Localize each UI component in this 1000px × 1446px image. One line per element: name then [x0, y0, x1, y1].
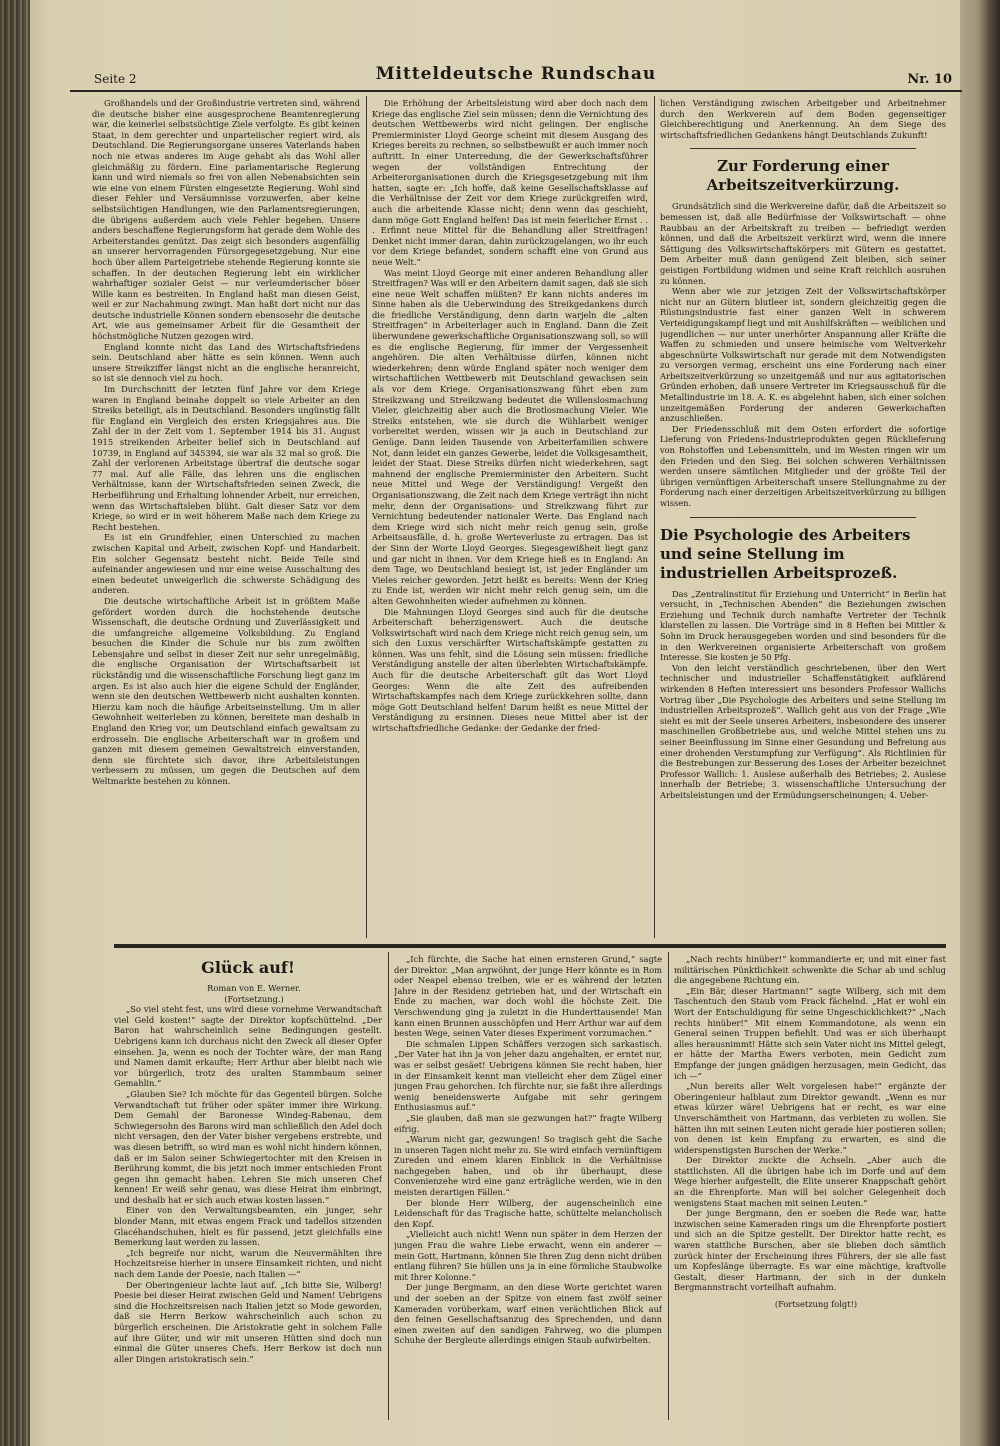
column-1-text [92, 98, 360, 787]
to-be-continued-note: (Fortsetzung folgt!) [774, 1299, 858, 1309]
paragraph: „So viel steht fest, uns wird diese vornehme Verwandtschaft viel Geld kosten!“ sagte der Direktor kopfschüttelnd. „Der Baron hat wahrscheinlich seine Bedingungen gestellt. Uebrigens kann ich durchaus nicht den Zweck all dieser Opfer einsehen. Ja, wenn es noch der Tochter wäre, der man Rang und Namen damit erkaufte; Herr Arthur aber bleibt nach wie vor bürgerlich, trotz des uralten Stammbaum seiner Gemahlin.“ [114, 1004, 382, 1089]
article-headline-working-hours: Zur Forderung einer Arbeitszeitverkürzung. [706, 157, 900, 195]
paragraph: Der junge Bergmann, den er soeben die Rede war, hatte inzwischen seine Kameraden rings um die Ehrenpforte postiert und sich an die Spitze gestellt. Der Direktor hatte recht, es waren stattliche Burschen, aber sie blieben doch sämtlich zurück hinter der Erscheinung ihres Führers, der sie alle fast um Kopfeslänge überragte. Es war eine mächtige, kraftvolle Gestalt, dieser Hartmann, der sich in der dunkeln Bergmannstracht vorteilhaft aufnahm. [674, 1208, 946, 1293]
paragraph: Im Durchschnitt der letzten fünf Jahre vor dem Kriege waren in England beinahe doppelt so viele Arbeiter an den Streiks beteiligt, als in Deutschland. Besonders ungünstig fällt für England ein Vergleich des ersten Kriegsjahres aus. Die Zahl der in der Zeit vom 1. September 1914 bis 31. August 1915 streikenden Arbeiter belief sich in Deutschland auf 10739, in England auf 345394, sie war als 32 mal so groß. Die Zahl der verlorenen Arbeitstage übertraf die deutsche sogar 77 mal. Auf alle Fälle, das lehren uns die englischen Verhältnisse, kann der Wirtschaftsfrieden seinen Zweck, die Herbeiführung und Erhaltung lohnender Arbeit, nur erreichen, wenn das Wirtschaftsleben blüht. Galt dieser Satz vor dem Kriege, so wird er in weit höherem Maße nach dem Kriege zu Recht bestehen. [92, 384, 360, 532]
column-divider [668, 952, 669, 1420]
paragraph: „Nach rechts hinüber!“ kommandierte er, und mit einer fast militärischen Pünktlichkeit schwenkte die Schar ab und schlug die angegebene Richtung ein. [674, 954, 946, 986]
column-divider [388, 952, 389, 1420]
novel-byline: Roman von E. Werner. [207, 983, 301, 993]
column-3-intro: lichen Verständigung zwischen Arbeitgeber und Arbeitnehmer durch den Werkverein auf dem Boden gegenseitiger Gleichberechtigung und Anerkennung. An dem Siege des wirtschaftsfriedlichen Gedankens hängt Deutschlands Zukunft! [660, 98, 946, 140]
page-header [70, 62, 962, 92]
novel-text-3 [674, 954, 946, 1293]
novel-title: Glück auf! [201, 958, 295, 977]
novel-column-2 [394, 954, 662, 1416]
paragraph: „Ich begreife nur nicht, warum die Neuvermählten ihre Hochzeitsreise hierher in unsere Einsamkeit richten, und nicht nach dem Lande der Poesie, nach Italien —“ [114, 1247, 382, 1280]
article-separator [690, 517, 916, 518]
paragraph: Der Friedensschluß mit dem Osten erfordert die sofortige Lieferung von Friedens-Industrieprodukten gegen Rücklieferung von Rohstoffen und Lebensmitteln, und im Westen ringen wir um den Frieden und den Sieg. Bei solchen schweren Verhältnissen werden unsere sämtlichen Mitglieder und der größte Teil der übrigen vernünftigen Arbeiterschaft unsere Stellungnahme zu der Forderung nach einer derzeitigen Arbeitszeitverkürzung zu billigen wissen. [660, 423, 946, 508]
paragraph: Die Erhöhung der Arbeitsleistung wird aber doch nach dem Kriege das englische Ziel sein müssen; denn die Vernichtung des deutschen Wettbewerbs wird nicht gelingen. Der englische Premierminister Lloyd George scheint mit diesem Ausgang des Krieges bereits zu rechnen, so selbstbewußt er auch immer noch auftritt. In einer Unterredung, die der Gewerkschaftsführer wegen der vollständigen Entrechtung der Arbeiterorganisationen durch die Kriegsgesetzgebung mit ihm hatten, sagte er: „Ich hoffe, daß keine Gesellschaftsklasse auf die Verhältnisse der Zeit vor dem Kriege zurückgreifen wird, auch die arbeitende Klasse nicht; denn wenn das geschieht, dann möge Gott England helfen! Das ist mein feierlicher Ernst . . . Erfinnt neue Mittel für die Behandlung aller Streitfragen! Denket nicht immer daran, dahin zurückzugelangen, wo ihr euch vor dem Kriege befandet, sondern schafft eine von Grund aus neue Welt.“ [372, 98, 648, 267]
issue-number: Nr. 10 [907, 72, 952, 87]
column-divider [366, 96, 367, 938]
paragraph: „Sie glauben, daß man sie gezwungen hat?“ fragte Wilberg eifrig. [394, 1112, 662, 1134]
paragraph: England konnte nicht das Land des Wirtschaftsfriedens sein. Deutschland aber hätte es sein können. Wenn auch unsere Streikziffer längst nicht an die englische heranreicht, so ist sie dennoch viel zu hoch. [92, 341, 360, 384]
paragraph: Von den leicht verständlich geschriebenen, über den Wert technischer und industrieller Schaffenstätigkeit aufklärend wirkenden 8 Heften interessiert uns besonders Professor Wallichs Vortrag über „Die Psychologie des Arbeiters und seine Stellung im industriellen Arbeitsprozeß“. Wallich geht aus von der Frage „Wie sieht es mit der Seele unseres Arbeiters, insbesondere des unserer maschinellen Großbetriebe aus, und welche Mittel stehen uns zu seiner Beeinflussung im Sinne einer Gesundung und Befreiung aus einer drohenden Verstumpfung zur Verfügung“. Als Richtlinien für die Bestrebungen zur Besserung des Loses der Arbeiter bezeichnet Professor Wallich: 1. Auslese außerhalb des Betriebes; 2. Auslese innerhalb der Betriebe; 3. wissenschaftliche Untersuchung der Arbeitsleistungen und der Ermüdungserscheinungen; 4. Ueber- [660, 662, 946, 800]
column-divider [654, 96, 655, 938]
article-text-working-hours [660, 201, 946, 508]
novel-column-1 [114, 954, 382, 1416]
paragraph: Grundsätzlich sind die Werkvereine dafür, daß die Arbeitszeit so bemessen ist, daß alle Bedürfnisse der Volkswirtschaft — ohne Raubbau an der Arbeitskraft zu treiben — befriedigt werden können, und daß die Arbeitszeit verkürzt wird, wenn die innere Sättigung des Volkswirtschaftskörpers mit Gütern es gestattet. Dem Arbeiter muß dann genügend Zeit bleiben, sich seiner geistigen Fortbildung widmen und seine Kraft reichlich ausruhen zu können. [660, 201, 946, 286]
paragraph: Großhandels und der Großindustrie vertreten sind, während die deutsche bisher eine ausgesprochene Beamtenregierung war, die keinerlei selbstsüchtige Ziele verfolgte. Es gibt keinen Staat, in dem gerechter und unparteiischer regiert wird, als Deutschland. Die Regierungsorgane unseres Vaterlands haben noch nie etwas anderes im Auge gehabt als das Wohl aller gleichmäßig zu fördern. Eine parlamentarische Regierung kann und wird niemals so frei von allen Nebenabsichten sein wie eine von einem Fürsten eingesetzte Regierung. Wohl sind dieser Fehler und Versäumnisse vorzuwerfen, aber keine selbstsüchtigen Handlungen, wie den Parlamentsregierungen, die übrigens außerdem auch viele Fehler begehen. Unsere anders beschaffene Regierungsform hat gerade dem Wohle des Arbeiterstandes genützt. Das zeigt sich besonders augenfällig an unserer hervorragenden Fürsorgegesetzgebung. Nur eine hoch über allem Parteigetriebe stehende Regierung konnte sie schaffen. In der deutschen Regierung lebt ein wirklicher wahrhaftiger sozialer Geist — nur verleumderischer böser Wille kann es bestreiten. In England haßt man diesen Geist, weil er zur Nachahmung zwingt. Man haßt dort nicht nur das deutsche industrielle Können sondern ebensosehr die deutsche Art, wie aus gemeinsamer Arbeit für die Gesamtheit der höchstmögliche Nutzen gezogen wird. [92, 98, 360, 342]
paragraph: Der junge Bergmann, an den diese Worte gerichtet waren und der soeben an der Spitze von einem fast zwölf seiner Kameraden vorüberkam, warf einen verächtlichen Blick auf den feinen Gesellschaftsanzug des Sprechenden, und dann einen zweiten auf den sandigen Fahrweg, wo die plumpen Schuhe der Bergleute allerdings einigen Staub aufwirbelten. [394, 1282, 662, 1346]
paragraph: „Ein Bär, dieser Hartmann!“ sagte Wilberg, sich mit dem Taschentuch den Staub vom Frack fächelnd. „Hat er wohl ein Wort der Entschuldigung für seine Ungeschicklichkeit?“ „Nach rechts hinüber!“ Mit einem Kommandotone, als wenn ein General seinen Truppen befiehlt. Und was er sich überhaupt alles herausnimmt! Hätte sich sein Vater nicht ins Mittel gelegt, er hätte der Martha Ewers verboten, mein Gedicht zum Empfange der jungen gnädigen herzusagen, mein Gedicht, das ich —“ [674, 985, 946, 1081]
paragraph: Einer von den Verwaltungsbeamten, ein junger, sehr blonder Mann, mit etwas engem Frack und tadellos sitzenden Glacéhandschuhen, hielt es für passend, jetzt gleichfalls eine Bemerkung laut werden zu lassen. [114, 1205, 382, 1248]
paragraph: Wenn aber wie zur jetzigen Zeit der Volkswirtschaftskörper nicht nur an Gütern blutleer ist, sondern gleichzeitig gegen die Rüstungsindustrie fast einer ganzen Welt in schwerem Verteidigungskampf liegt und mit Aushilfskräften — weiblichen und jugendlichen — nur unter unerhörter Anspannung aller Kräfte die Waffen zu schmieden und unsere heimische vom Weltverkehr abgeschnürte Volkswirtschaft nur gerade mit dem Notwendigsten zu versorgen vermag, erscheint uns eine Forderung nach einer Arbeitszeitverkürzung so unzeitgemäß und nur aus agitatorischen Gründen erhoben, daß unsere Vertreter im Kriegsausschuß für die Metallindustrie im 18. A. K. es abgelehnt haben, sich einer solchen unzeitgemäßen Forderung der anderen Gewerkschaften anzuschließen. [660, 286, 946, 424]
novel-text-1 [114, 1004, 382, 1364]
column-2 [372, 98, 648, 936]
novel-text-2 [394, 954, 662, 1346]
paragraph: „Vielleicht auch nicht! Wenn nun später in dem Herzen der jungen Frau die wahre Liebe erwacht, wenn ein anderer — mein Gott, Hartmann, können Sie Ihren Zug denn nicht drüben entlang führen? Sie hüllen uns ja in eine förmliche Staubwolke mit Ihrer Kolonne.“ [394, 1229, 662, 1282]
paragraph: Der Oberingenieur lachte laut auf. „Ich bitte Sie, Wilberg! Poesie bei dieser Heirat zwischen Geld und Namen! Uebrigens sind die Hochzeitsreisen nach Italien jetzt so Mode geworden, daß sie Herrn Berkow wahrscheinlich auch schon zu bürgerlich erscheinen. Die Aristokratie geht in solchem Falle auf ihre Güter, und wir mit unseren Hütten sind doch nun einmal die Güter unseres Chefs. Herr Berkow ist doch nun aller Dingen aristokratisch sein.“ [114, 1279, 382, 1364]
page-number-label: Seite 2 [94, 72, 137, 86]
paragraph: Die Mahnungen Lloyd Georges sind auch für die deutsche Arbeiterschaft beherzigenswert. Auch die deutsche Volkswirtschaft wird nach dem Kriege nicht reich genug sein, um sich den Luxus verschärfter Wirtschaftskämpfe gestatten zu können. Was uns fehlt, sind die Lösung sein müssen: friedliche Verständigung anstelle der alten überlebten Wirtschaftskämpfe. Auch für die deutsche Arbeiterschaft gilt das Wort Lloyd Georges: Wenn die alte Zeit des aufreibenden Wirtschaftskampfes nach dem Kriege zurückkehren sollte, dann möge Gott Deutschland helfen! Darum heißt es neue Mittel der Verständigung zu ersinnen. Dieses neue Mittel aber ist der wirtschaftsfriedliche Gedanke: der Gedanke der fried- [372, 606, 648, 734]
paragraph: Die deutsche wirtschaftliche Arbeit ist in größtem Maße gefördert worden durch die hochstehende deutsche Wissenschaft, die deutsche Ordnung und Zuverlässigkeit und die umfangreiche allgemeine Volksbildung. Zu England besuchen die Kinder die Schule nur bis zum zwölften Lebensjahre und selbst in dieser Zeit nur sehr unregelmäßig, die englische Organisation der Wirtschaftsarbeit ist rückständig und die wissenschaftliche Forschung liegt ganz im argen. Es ist also auch hier die eigene Schuld der Engländer, wenn sie den deutschen Wettbewerb nicht aushalten konnten. Hierzu kam noch die häufige Arbeitseinstellung. Um in aller Gewohnheit weiterleben zu können, bereitete man deshalb in England den Krieg vor, um Deutschland einfach gewaltsam zu erdrosseln. Die englische Arbeiterschaft war in großem und ganzen mit diesem gemeinen Gewaltstreich einverstanden, denn sie fürchtete sich davor, ihre Arbeitsleistungen verbessern zu müssen, um gegen die Deutschen auf dem Weltmarkte bestehen zu können. [92, 595, 360, 786]
column-3 [660, 98, 946, 936]
column-2-text [372, 98, 648, 734]
paragraph: „Warum nicht gar, gezwungen! So tragisch geht die Sache in unseren Tagen nicht mehr zu. Sie wird einfach vernünftigem Zureden und einem klaren Einblick in die Verhältnisse nachgegeben haben, und ob ihr überhaupt, diese Convenienzehe wird eine ganz erträgliche werden, wie in den meisten derartigen Fällen.“ [394, 1134, 662, 1198]
feuilleton-rule [114, 944, 946, 948]
page-edge-shadow [960, 0, 1000, 1446]
paragraph: „Glauben Sie? Ich möchte für das Gegenteil bürgen. Solche Verwandtschaft tut früher oder später immer ihre Wirkung. Dem Gemahl der Baronesse Windeg-Rabenau, dem Schwiegersohn des Barons wird man schließlich den Adel doch nicht versagen, den der Vater bisher vergebens erstrebte, und was diesen betrifft, so wird man es wohl nicht hindern können, daß er im Salon seiner Schwiegertochter mit den Kreisen in Berührung kommt, die bis jetzt noch immer entschieden Front gegen ihn gemacht haben. Lehren Sie mich unseren Chef kennen! Er weiß sehr genau, was diese Heirat ihm einbringt, und deshalb hat er sich auch etwas kosten lassen.“ [114, 1088, 382, 1205]
paragraph: Die schmalen Lippen Schäffers verzogen sich sarkastisch. „Der Vater hat ihn ja von jeher dazu angehalten, er erntet nur, was er selbst gesäet! Uebrigens können Sie recht haben, hier in der Einsamkeit kennt man vielleicht eher dem Zügel einer jungen Frau gehorchen. Ich fürchte nur, sie faßt ihre allerdings wenig beneidenswerte Aufgabe mit sehr geringem Enthusiasmus auf.“ [394, 1038, 662, 1113]
column-1 [92, 98, 360, 936]
novel-column-3 [674, 954, 946, 1416]
article-headline-psychology: Die Psychologie des Arbeiters und seine Stellung im industriellen Arbeitsprozeß. [660, 525, 911, 582]
paragraph: Das „Zentralinstitut für Erziehung und Unterricht“ in Berlin hat versucht, in „Technischen Abenden“ die Beziehungen zwischen Erziehung und Technik durch namhafte Vertreter der Technik klarstellen zu lassen. Die Vorträge sind in 8 Heften bei Mittler & Sohn im Druck herausgegeben worden und sind besonders für die in den Werkvereinen organisierte Arbeiterschaft von großem Interesse. Sie kosten je 50 Pfg. [660, 588, 946, 663]
book-binding-edge [0, 0, 30, 1446]
masthead-title: Mitteldeutsche Rundschau [375, 64, 657, 84]
paragraph: Der Direktor zuckte die Achseln. „Aber auch die stattlichsten. All die übrigen habe ich im Dorfe und auf dem Wege hierher aufgestellt, die Elite unserer Knappschaft gehört an die Ehrenpforte. Man will bei solcher Gelegenheit doch wenigstens Staat machen mit seinen Leuten.“ [674, 1155, 946, 1208]
paragraph: Was meint Lloyd George mit einer anderen Behandlung aller Streitfragen? Was will er den Arbeitern damit sagen, daß sie sich eine neue Welt schaffen müßten? Er kann nichts anderes im Sinne haben als die Ueberwindung des Streikgedankens durch die friedliche Verständigung, denn darin warjeln die „alten Streitfragen“ in Arbeiterlager auch in England. Dann die Zeit überwundene gewerkschaftliche Organisationszwang soll, so will es die englische Regierung, für immer der Vergessenheit angehören. Die alten Verhältnisse dürfen, können nicht wiederkehren; denn würde England später noch weniger dem wirtschaftlichen Wettbewerb mit Deutschland gewachsen sein als vor dem Kriege. Organisationszwang führt eben zum Streikzwang und Streikzwang bedeutet die Willenslosmachung Vieler, gleichzeitig aber auch die Brotlosmachung Vieler. Wie Streiks entstehen, wie sie durch die Wühlarbeit weniger vorbereitet werden, wissen wir ja auch in Deutschland zur Genüge. Dann leiden Tausende von Arbeiterfamilien schwere Not, dann leidet ein ganzes Gewerbe, leidet die Volksgesamtheit, leidet der Staat. Diese Streiks dürfen nicht wiederkehren, sagt mahnend der englische Premierminister den Arbeitern. Sucht neue Mittel und Wege der Verständigung! Vergeßt den Organisationszwang, die Zeit nach dem Kriege verträgt ihn nicht mehr, denn der Organisations- und Streikzwang führt zur Vernichtung bedeutender nationaler Werte. Das England nach dem Kriege wird sich nicht mehr reich genug sein, große Arbeitsausfälle, d. h. große Werteverluste zu ertragen. Das ist der Sinn der Worte Lloyd Georges. Siegesgewißheit liegt ganz und gar nicht in ihnen. Vor dem Kriege hieß es in England: An dem Tage, wo Deutschland besiegt ist, ist jeder Engländer um Vieles reicher geworden. Jetzt heißt es bereits: Wenn der Krieg zu Ende ist, werden wir nicht mehr reich genug sein, um die alten Gewohnheiten wieder aufnehmen zu können. [372, 267, 648, 606]
paragraph: „Nun bereits aller Welt vorgelesen habe!“ ergänzte der Oberingenieur halblaut zum Direktor gewandt. „Wenn es nur etwas kürzer wäre! Uebrigens hat er recht, es war eine Unverschämtheit von Hartmann, das verbieten zu wollen. Sie hätten ihn mit seinen Leuten nicht gerade hier postieren sollen; von denen ist kein Empfang zu erwarten, es sind die widerspenstigsten Burschen der Werke.“ [674, 1081, 946, 1155]
newspaper-page [70, 56, 962, 1426]
article-text-psychology [660, 589, 946, 801]
novel-continuation-note: (Fortsetzung.) [224, 993, 284, 1004]
paragraph: „Ich fürchte, die Sache hat einen ernsteren Grund,“ sagte der Direktor. „Man argwöhnt, der junge Herr könnte es in Rom oder Neapel ebenso treiben, wie er es während der letzten Jahre in der Residenz getrieben hat, und der Wirtschaft ein Ende zu machen, war doch wohl die höchste Zeit. Die Verschwendung ging ja zuletzt in die Hunderttausende! Man kann einen Brunnen ausschöpfen und Herr Arthur war auf dem besten Wege, seinen Vater dieses Experiment vorzumachen.“ [394, 954, 662, 1039]
paragraph: Der blonde Herr Wilberg, der augenscheinlich eine Leidenschaft für das Tragische hatte, schüttelte melancholisch den Kopf. [394, 1197, 662, 1229]
paragraph: Es ist ein Grundfehler, einen Unterschied zu machen zwischen Kapital und Arbeit, zwischen Kopf- und Handarbeit. Ein solcher Gegensatz besteht nicht. Beide Teile sind aufeinander angewiesen und nur eine weise Ausschaltung des einen bedeutet unweigerlich die schwerste Schädigung des anderen. [92, 532, 360, 596]
article-separator [690, 148, 916, 149]
